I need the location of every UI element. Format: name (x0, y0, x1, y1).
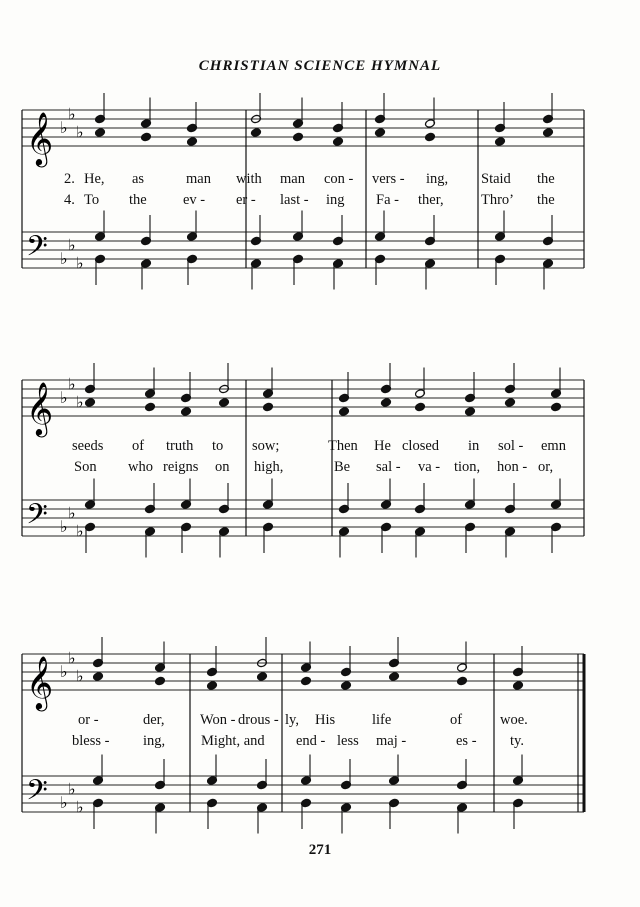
lyric-syllable: closed (402, 438, 440, 454)
treble-clef-icon: 𝄞 (26, 111, 54, 165)
lyric-syllable: Then (328, 438, 358, 454)
verse-number: 4. (64, 192, 75, 208)
lyric-syllable: sol - (498, 438, 524, 454)
lyric-syllable: ly, (285, 712, 299, 728)
lyric-syllable: to (212, 438, 224, 454)
lyric-syllable: er - (236, 192, 256, 208)
lyric-syllable: ing, (143, 733, 166, 749)
flat-sign-icon: ♭ (60, 388, 68, 407)
lyric-syllable: drous - (238, 712, 279, 728)
lyric-syllable: sal - (376, 459, 401, 475)
lyric-syllable: ther, (418, 192, 444, 208)
lyric-line-verse-2 (0, 712, 640, 730)
lyric-syllable: or, (538, 459, 554, 475)
lyric-syllable: reigns (163, 459, 199, 475)
lyric-syllable: He, (84, 171, 105, 187)
note-head (301, 676, 312, 686)
lyric-syllable: maj - (376, 733, 407, 749)
page-number: 271 (308, 842, 332, 858)
bass-clef-icon: 𝄢 (26, 774, 48, 814)
lyric-syllable: woe. (500, 712, 528, 728)
lyric-syllable: less (337, 733, 359, 749)
lyric-syllable: the (537, 171, 555, 187)
lyric-syllable: con - (324, 171, 354, 187)
lyric-syllable: es - (456, 733, 477, 749)
verse-number: 2. (64, 171, 75, 187)
lyric-syllable: ing (326, 192, 345, 208)
lyric-syllable: Be (334, 459, 351, 475)
note-head (207, 681, 218, 691)
lyric-syllable: tion, (454, 459, 481, 475)
lyric-syllable: the (537, 192, 555, 208)
flat-sign-icon: ♭ (76, 122, 84, 142)
lyric-syllable: high, (254, 459, 284, 475)
lyric-syllable: Might, and (201, 733, 265, 749)
lyric-syllable: who (128, 459, 153, 475)
flat-sign-icon: ♭ (76, 253, 84, 273)
flat-sign-icon: ♭ (60, 517, 68, 536)
lyric-syllable: ev - (183, 192, 206, 208)
note-head (389, 672, 400, 682)
flat-sign-icon: ♭ (68, 235, 76, 255)
bass-clef-icon: 𝄢 (26, 230, 48, 270)
flat-sign-icon: ♭ (60, 793, 68, 812)
treble-clef-icon: 𝄞 (26, 381, 54, 435)
flat-sign-icon: ♭ (76, 666, 84, 686)
flat-sign-icon: ♭ (60, 249, 68, 268)
lyric-syllable: sow; (252, 438, 280, 454)
lyric-syllable: Thro’ (481, 192, 515, 208)
lyric-syllable: der, (143, 712, 165, 728)
lyric-syllable: ty. (510, 733, 524, 749)
lyric-syllable: man (186, 171, 211, 187)
lyric-syllable: of (450, 712, 463, 728)
lyric-syllable: va - (418, 459, 441, 475)
note-head (93, 672, 104, 682)
lyric-syllable: in (468, 438, 480, 454)
lyric-syllable: His (315, 712, 336, 728)
lyric-syllable: with (236, 171, 262, 187)
flat-sign-icon: ♭ (68, 648, 76, 668)
lyric-syllable: Son (74, 459, 97, 475)
lyric-syllable: Staid (481, 171, 511, 187)
flat-sign-icon: ♭ (76, 797, 84, 817)
lyric-syllable: seeds (72, 438, 104, 454)
flat-sign-icon: ♭ (76, 392, 84, 412)
lyric-syllable: as (132, 171, 145, 187)
flat-sign-icon: ♭ (68, 503, 76, 523)
lyric-syllable: Won - (200, 712, 236, 728)
lyric-syllable: bless - (72, 733, 110, 749)
lyric-syllable: To (84, 192, 100, 208)
lyric-syllable: vers - (372, 171, 405, 187)
lyric-syllable: emn (541, 438, 566, 454)
lyric-syllable: He (374, 438, 391, 454)
lyric-syllable: Fa - (376, 192, 399, 208)
flat-sign-icon: ♭ (76, 521, 84, 541)
lyric-line-verse-4 (0, 733, 640, 751)
flat-sign-icon: ♭ (60, 118, 68, 137)
lyric-syllable: or - (78, 712, 99, 728)
lyric-syllable: truth (166, 438, 194, 454)
lyric-syllable: life (372, 712, 392, 728)
flat-sign-icon: ♭ (68, 374, 76, 394)
flat-sign-icon: ♭ (68, 104, 76, 124)
note-head (457, 676, 468, 686)
lyric-syllable: hon - (497, 459, 528, 475)
lyric-syllable: end - (296, 733, 326, 749)
page-header: CHRISTIAN SCIENCE HYMNAL (198, 58, 442, 74)
flat-sign-icon: ♭ (68, 779, 76, 799)
note-head (341, 681, 352, 691)
lyric-syllable: the (129, 192, 147, 208)
note-head (257, 672, 268, 682)
note-head (513, 681, 524, 691)
lyric-syllable: man (280, 171, 305, 187)
note-head (155, 676, 166, 686)
lyric-syllable: ing, (426, 171, 449, 187)
bass-clef-icon: 𝄢 (26, 498, 48, 538)
lyric-syllable: on (215, 459, 230, 475)
treble-clef-icon: 𝄞 (26, 655, 54, 709)
flat-sign-icon: ♭ (60, 662, 68, 681)
lyric-syllable: last - (280, 192, 309, 208)
lyric-syllable: of (132, 438, 145, 454)
